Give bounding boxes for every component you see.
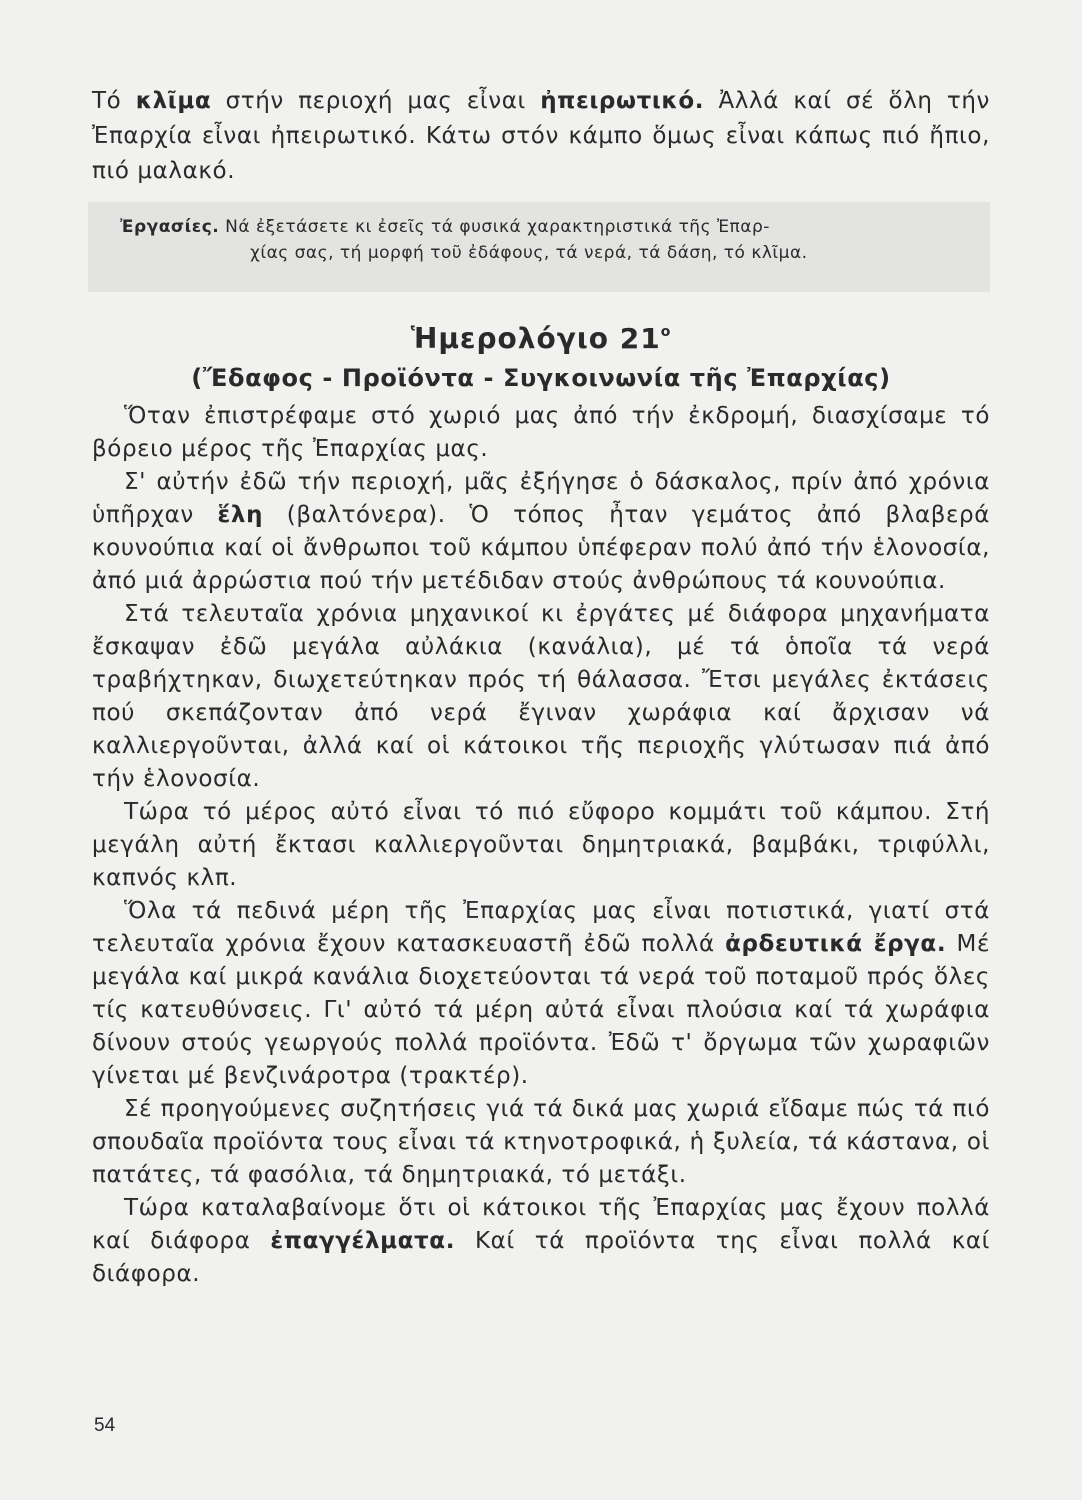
section-title-text: Ἡμερολόγιο 21 — [410, 322, 661, 355]
intro-bold-climate: κλῖμα — [135, 88, 212, 114]
body-paragraph-6: Σέ προηγούμενες συζητήσεις γιά τά δικά μας χωριά εἴδαμε πώς τά πιό σπουδαῖα προϊόντα τους εἶναι τά κτηνοτροφικά, ἡ ξυλεία, τά κάστανα, οἱ πατάτες, τά φασόλια, τά δημητριακά, τό μετάξι. — [92, 1096, 990, 1188]
intro-text-1: Τό — [92, 88, 136, 114]
intro-bold-continental: ἠπειρωτικό. — [540, 88, 705, 114]
body-paragraph-5 — [92, 895, 990, 1093]
body-paragraph-2 — [92, 466, 990, 598]
section-title-sup: ο — [660, 324, 672, 340]
p2-text-a: Σ' αὐτήν ἐδῶ τήν περιοχή, μᾶς ἐξήγησε ὁ δάσκαλος, πρίν ἀπό χρόνια ὑπῆρχαν — [92, 469, 990, 528]
tasks-label: Ἐργασίες. — [120, 217, 220, 237]
body-paragraph-1: Ὅταν ἐπιστρέφαμε στό χωριό μας ἀπό τήν ἐκδρομή, διασχίσαμε τό βόρειο μέρος τῆς Ἐπαρχίας μας. — [92, 403, 990, 462]
p7-bold-professions: ἐπαγγέλματα. — [270, 1228, 456, 1254]
p2-text-c: (βαλτόνερα). Ὁ τόπος ἦταν γεμάτος ἀπό βλαβερά κουνούπια καί οἱ ἄνθρωποι τοῦ κάμπου ὑπέφεραν πολύ ἀπό τήν ἑλονοσία, ἀπό μιά ἀρρώστια πού τήν μετέδιδαν στούς ἀνθρώπους τά κουνούπια. — [92, 502, 990, 594]
intro-paragraph — [92, 84, 990, 189]
p5-text-c: Μέ μεγάλα καί μικρά κανάλια διοχετεύονται τά νερά τοῦ ποταμοῦ πρός ὅλες τίς κατευθύνσεις. Γι' αὐτό τά μέρη αὐτά εἶναι πλούσια καί τά χωράφια δίνουν στούς γεωργούς πολλά προϊόντα. Ἐδῶ τ' ὄργωμα τῶν χωραφιῶν γίνεται μέ βενζινάροτρα (τρακτέρ). — [92, 931, 990, 1089]
section-subtitle: (Ἔδαφος - Προϊόντα - Συγκοινωνία τῆς Ἐπαρχίας) — [191, 364, 891, 392]
body-paragraph-7 — [92, 1192, 990, 1291]
p5-bold-irrigation: ἀρδευτικά ἔργα. — [725, 931, 947, 957]
p5-text-a: Ὅλα τά πεδινά μέρη τῆς Ἐπαρχίας μας εἶναι ποτιστικά, γιατί στά τελευταῖα χρόνια ἔχουν κατασκευαστῆ ἐδῶ πολλά — [92, 898, 990, 957]
body-paragraph-4: Τώρα τό μέρος αὐτό εἶναι τό πιό εὔφορο κομμάτι τοῦ κάμπου. Στή μεγάλη αὐτή ἔκτασι καλλιεργοῦνται δημητριακά, βαμβάκι, τριφύλλι, καπνός κλπ. — [92, 799, 990, 891]
tasks-text-1: Νά ἐξετάσετε κι ἐσεῖς τά φυσικά χαρακτηριστικά τῆς Ἐπαρ- — [219, 217, 770, 237]
body-text — [92, 400, 990, 1291]
intro-text-2: στήν περιοχή μας εἶναι — [211, 88, 541, 114]
p7-text-c: Καί τά προϊόντα της εἶναι πολλά καί διάφορα. — [92, 1228, 991, 1287]
tasks-line-1 — [120, 214, 970, 240]
tasks-box — [88, 202, 990, 292]
tasks-text-2: χίας σας, τή μορφή τοῦ ἐδάφους, τά νερά, τά δάση, τό κλῖμα. — [250, 243, 808, 263]
p2-bold-marshes: ἕλη — [217, 502, 264, 528]
page-number: 54 — [94, 1415, 116, 1436]
p7-text-a: Τώρα καταλαβαίνομε ὅτι οἱ κάτοικοι τῆς Ἐπαρχίας μας ἔχουν πολλά καί διάφορα — [92, 1195, 990, 1254]
section-title — [0, 322, 1082, 355]
intro-text-3: Ἀλλά καί σέ ὅλη τήν Ἐπαρχία εἶναι ἠπειρωτικό. Κάτω στόν κάμπο ὅμως εἶναι κάπως πιό ἤπιο, πιό μαλακό. — [92, 88, 991, 184]
body-paragraph-3: Στά τελευταῖα χρόνια μηχανικοί κι ἐργάτες μέ διάφορα μηχανήματα ἔσκαψαν ἐδῶ μεγάλα αὐλάκια (κανάλια), μέ τά ὁποῖα τά νερά τραβήχτηκαν, διωχετεύτηκαν πρός τή θάλασσα. Ἔτσι μεγάλες ἐκτάσεις πού σκεπάζονταν ἀπό νερά ἔγιναν χωράφια καί ἄρχισαν νά καλλιεργοῦνται, ἀλλά καί οἱ κάτοικοι τῆς περιοχῆς γλύτωσαν πιά ἀπό τήν ἑλονοσία. — [92, 601, 990, 792]
